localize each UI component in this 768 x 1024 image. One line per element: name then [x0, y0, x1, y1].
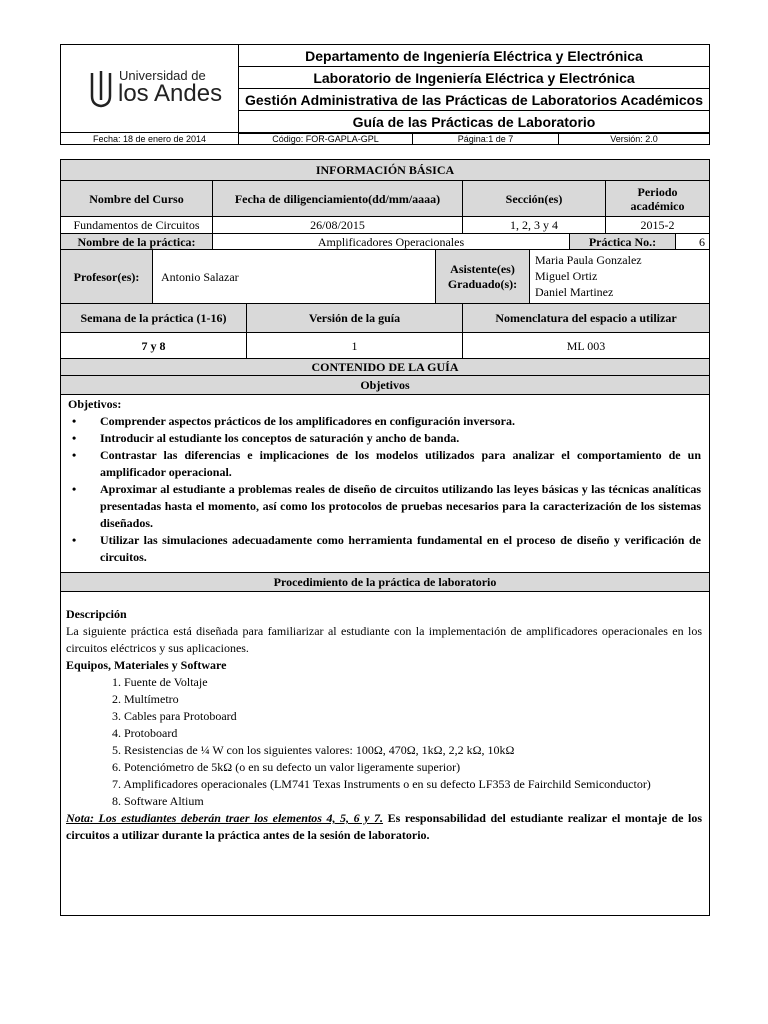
asistente-item: Maria Paula Gonzalez	[535, 253, 642, 267]
gestion-title: Gestión Administrativa de las Prácticas de Laboratorios Académicos	[238, 88, 710, 111]
semana-header: Semana de la práctica (1-16)	[60, 303, 247, 333]
equipos-list	[66, 674, 702, 810]
nota-resto-text: Es responsabilidad del estudiante realizar el montaje de los circuitos a utilizar durante la práctica antes de la sesión de laboratorio.	[66, 811, 703, 842]
objetivo-text: Aproximar al estudiante a problemas reales de diseño de circuitos utilizando las leyes básicas y las técnicas analíticas presentadas hasta el momento, así como los protocolos de pruebas necesarios para la caracterización de los sistemas diseñados.	[100, 482, 701, 530]
col-fecha-header: Fecha de diligenciamiento(dd/mm/aaaa)	[212, 180, 463, 217]
objetivos-title: Objetivos	[60, 375, 710, 395]
descripcion-label: Descripción	[66, 607, 127, 621]
objetivo-item	[68, 413, 701, 430]
seccion-value: 1, 2, 3 y 4	[462, 216, 606, 234]
logo-line-2: los Andes	[118, 80, 223, 107]
bullet: •	[72, 448, 77, 462]
equipo-item: 6. Potenciómetro de 5kΩ (o en su defecto un valor ligeramente superior)	[112, 760, 461, 774]
header-version: Versión: 2.0	[558, 132, 710, 145]
equipo-item: 8. Software Altium	[112, 794, 204, 808]
lab-title: Laboratorio de Ingeniería Eléctrica y Electrónica	[238, 66, 710, 89]
asistentes-label	[435, 249, 530, 304]
equipo-item: 3. Cables para Protoboard	[112, 709, 237, 723]
university-shield-icon	[89, 70, 113, 108]
asistentes-label-line-1: Asistente(es)	[450, 261, 515, 276]
practica-no-label: Práctica No.:	[569, 233, 676, 250]
practica-label: Nombre de la práctica:	[60, 233, 213, 250]
objetivo-text: Contrastar las diferencias e implicaciones de los modelos utilizados para analizar el comportamiento de un amplificador operacional.	[100, 448, 701, 479]
bullet: •	[72, 431, 77, 445]
nota-text: Nota: Los estudiantes deberán traer los elementos 4, 5, 6 y 7.	[66, 811, 384, 825]
nomenclatura-value: ML 003	[462, 332, 710, 359]
descripcion-text: La siguiente práctica está diseñada para familiarizar al estudiante con la implementación de amplificadores operacionales en los circuitos eléctricos y sus aplicaciones.	[66, 624, 702, 655]
col-curso-header: Nombre del Curso	[60, 180, 213, 217]
equipo-item: 2. Multímetro	[112, 692, 179, 706]
university-logo	[89, 68, 229, 110]
bullet: •	[72, 414, 77, 428]
department-title: Departamento de Ingeniería Eléctrica y Electrónica	[238, 44, 710, 67]
periodo-value: 2015-2	[605, 216, 710, 234]
equipo-item: 1. Fuente de Voltaje	[112, 675, 208, 689]
info-section-title: INFORMACIÓN BÁSICA	[60, 159, 710, 181]
header-codigo: Código: FOR-GAPLA-GPL	[238, 132, 413, 145]
col-seccion-header: Sección(es)	[462, 180, 606, 217]
header-fecha: Fecha: 18 de enero de 2014	[60, 132, 239, 145]
practica-value: Amplificadores Operacionales	[212, 233, 570, 250]
version-header: Versión de la guía	[246, 303, 463, 333]
practica-no-value: 6	[675, 233, 710, 250]
contenido-title: CONTENIDO DE LA GUÍA	[60, 358, 710, 376]
procedimiento-title: Procedimiento de la práctica de laboratorio	[60, 572, 710, 592]
semana-value: 7 y 8	[60, 332, 247, 359]
bullet: •	[72, 482, 77, 496]
objetivo-item	[68, 430, 701, 447]
objetivo-item	[68, 532, 701, 566]
guide-title: Guía de las Prácticas de Laboratorio	[238, 110, 710, 134]
procedimiento-body	[60, 606, 710, 844]
version-value: 1	[246, 332, 463, 359]
equipo-item: 5. Resistencias de ¼ W con los siguientes valores: 100Ω, 470Ω, 1kΩ, 2,2 kΩ, 10kΩ	[112, 743, 515, 757]
objetivo-item	[68, 447, 701, 481]
header-pagina: Página:1 de 7	[412, 132, 559, 145]
equipos-label: Equipos, Materiales y Software	[66, 658, 227, 672]
equipo-item: 4. Protoboard	[112, 726, 178, 740]
objetivos-label: Objetivos:	[68, 397, 122, 411]
nota-paragraph	[66, 810, 702, 844]
bullet: •	[72, 533, 77, 547]
nomenclatura-header: Nomenclatura del espacio a utilizar	[462, 303, 710, 333]
fecha-value: 26/08/2015	[212, 216, 463, 234]
objetivos-body	[60, 394, 710, 573]
profesor-label: Profesor(es):	[60, 249, 153, 304]
profesor-value: Antonio Salazar	[152, 249, 436, 304]
equipo-item: 7. Amplificadores operacionales (LM741 Texas Instruments o en su defecto LF353 de Fairchild Semiconductor)	[112, 777, 651, 791]
objetivo-text: Comprender aspectos prácticos de los amplificadores en configuración inversora.	[100, 414, 515, 428]
curso-value: Fundamentos de Circuitos	[60, 216, 213, 234]
document-header	[60, 44, 710, 145]
objetivo-item	[68, 481, 701, 532]
asistente-item: Miguel Ortiz	[535, 269, 598, 283]
asistentes-label-line-2: Graduado(s):	[447, 276, 518, 291]
asistentes-list	[529, 249, 710, 304]
objetivo-text: Introducir al estudiante los conceptos de saturación y ancho de banda.	[100, 431, 460, 445]
col-periodo-header: Periodo académico	[605, 180, 710, 217]
logo-line-1: Universidad de	[119, 68, 206, 83]
objetivo-text: Utilizar las simulaciones adecuadamente como herramienta fundamental en el proceso de diseño y verificación de circuitos.	[100, 533, 701, 564]
asistente-item: Daniel Martinez	[535, 285, 614, 299]
